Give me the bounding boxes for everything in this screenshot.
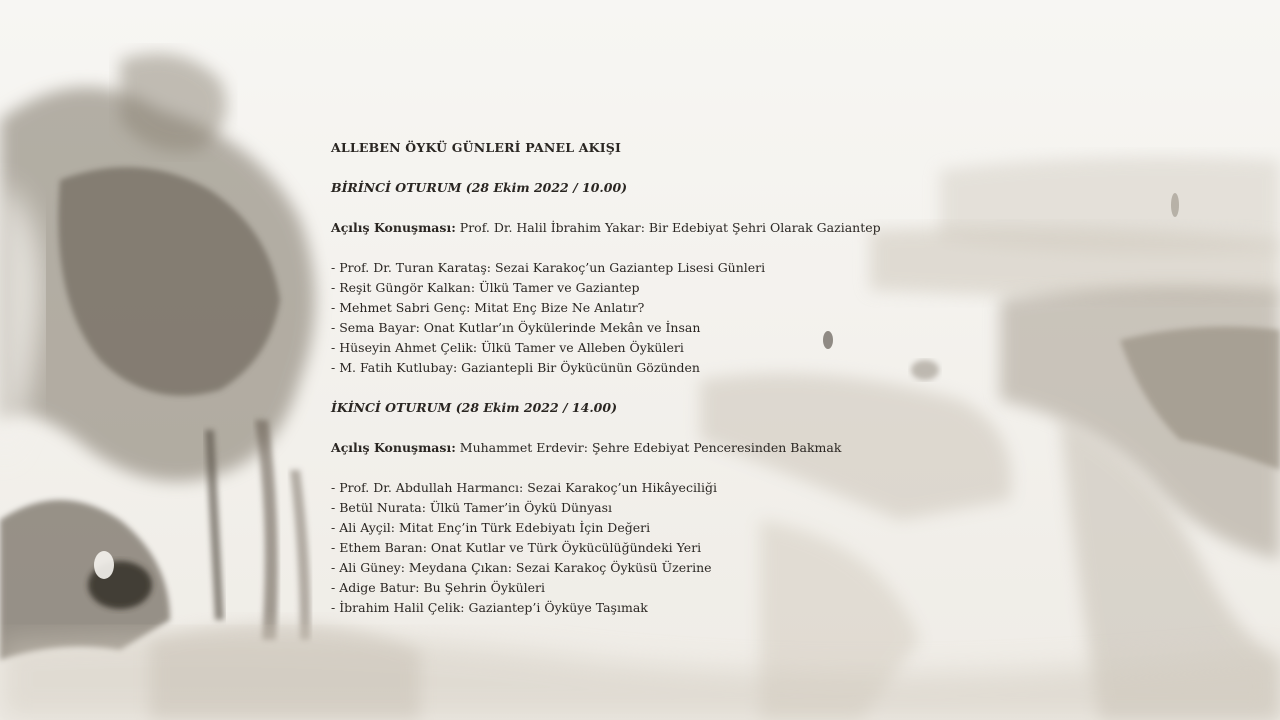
opening-text: Prof. Dr. Halil İbrahim Yakar: Bir Edebiyat Şehri Olarak Gaziantep <box>455 220 881 235</box>
talk-item: - Adige Batur: Bu Şehrin Öyküleri <box>331 580 545 595</box>
talk-item: - Ali Güney: Meydana Çıkan: Sezai Karakoç Öyküsü Üzerine <box>331 560 712 575</box>
document-title: ALLEBEN ÖYKÜ GÜNLERİ PANEL AKIŞI <box>331 140 622 155</box>
talk-item: - Ali Ayçil: Mitat Enç’in Türk Edebiyatı İçin Değeri <box>331 520 651 535</box>
talk-item: - Prof. Dr. Abdullah Harmancı: Sezai Karakoç’un Hikâyeciliği <box>331 480 717 495</box>
session-2-heading: İKİNCİ OTURUM (28 Ekim 2022 / 14.00) <box>331 400 617 415</box>
talk-item: - Ethem Baran: Onat Kutlar ve Türk Öykücülüğündeki Yeri <box>331 540 702 555</box>
panel-schedule-document <box>331 138 1031 618</box>
talk-item: - Reşit Güngör Kalkan: Ülkü Tamer ve Gaziantep <box>331 280 640 295</box>
talk-item: - Prof. Dr. Turan Karataş: Sezai Karakoç’un Gaziantep Lisesi Günleri <box>331 260 766 275</box>
talk-item: - Hüseyin Ahmet Çelik: Ülkü Tamer ve Alleben Öyküleri <box>331 340 684 355</box>
talk-item: - İbrahim Halil Çelik: Gaziantep’i Öyküye Taşımak <box>331 600 648 615</box>
talk-item: - Betül Nurata: Ülkü Tamer’in Öykü Dünyası <box>331 500 613 515</box>
talk-item: - M. Fatih Kutlubay: Gaziantepli Bir Öykücünün Gözünden <box>331 360 700 375</box>
opening-label: Açılış Konuşması: <box>331 220 456 235</box>
session-1-heading: BİRİNCİ OTURUM (28 Ekim 2022 / 10.00) <box>331 180 628 195</box>
opening-text: Muhammet Erdevir: Şehre Edebiyat Penceresinden Bakmak <box>455 440 842 455</box>
session-2-opening-speech <box>331 438 1031 458</box>
opening-label: Açılış Konuşması: <box>331 440 456 455</box>
session-1-opening-speech <box>331 218 1031 238</box>
talk-item: - Mehmet Sabri Genç: Mitat Enç Bize Ne Anlatır? <box>331 300 645 315</box>
talk-item: - Sema Bayar: Onat Kutlar’ın Öykülerinde Mekân ve İnsan <box>331 320 701 335</box>
